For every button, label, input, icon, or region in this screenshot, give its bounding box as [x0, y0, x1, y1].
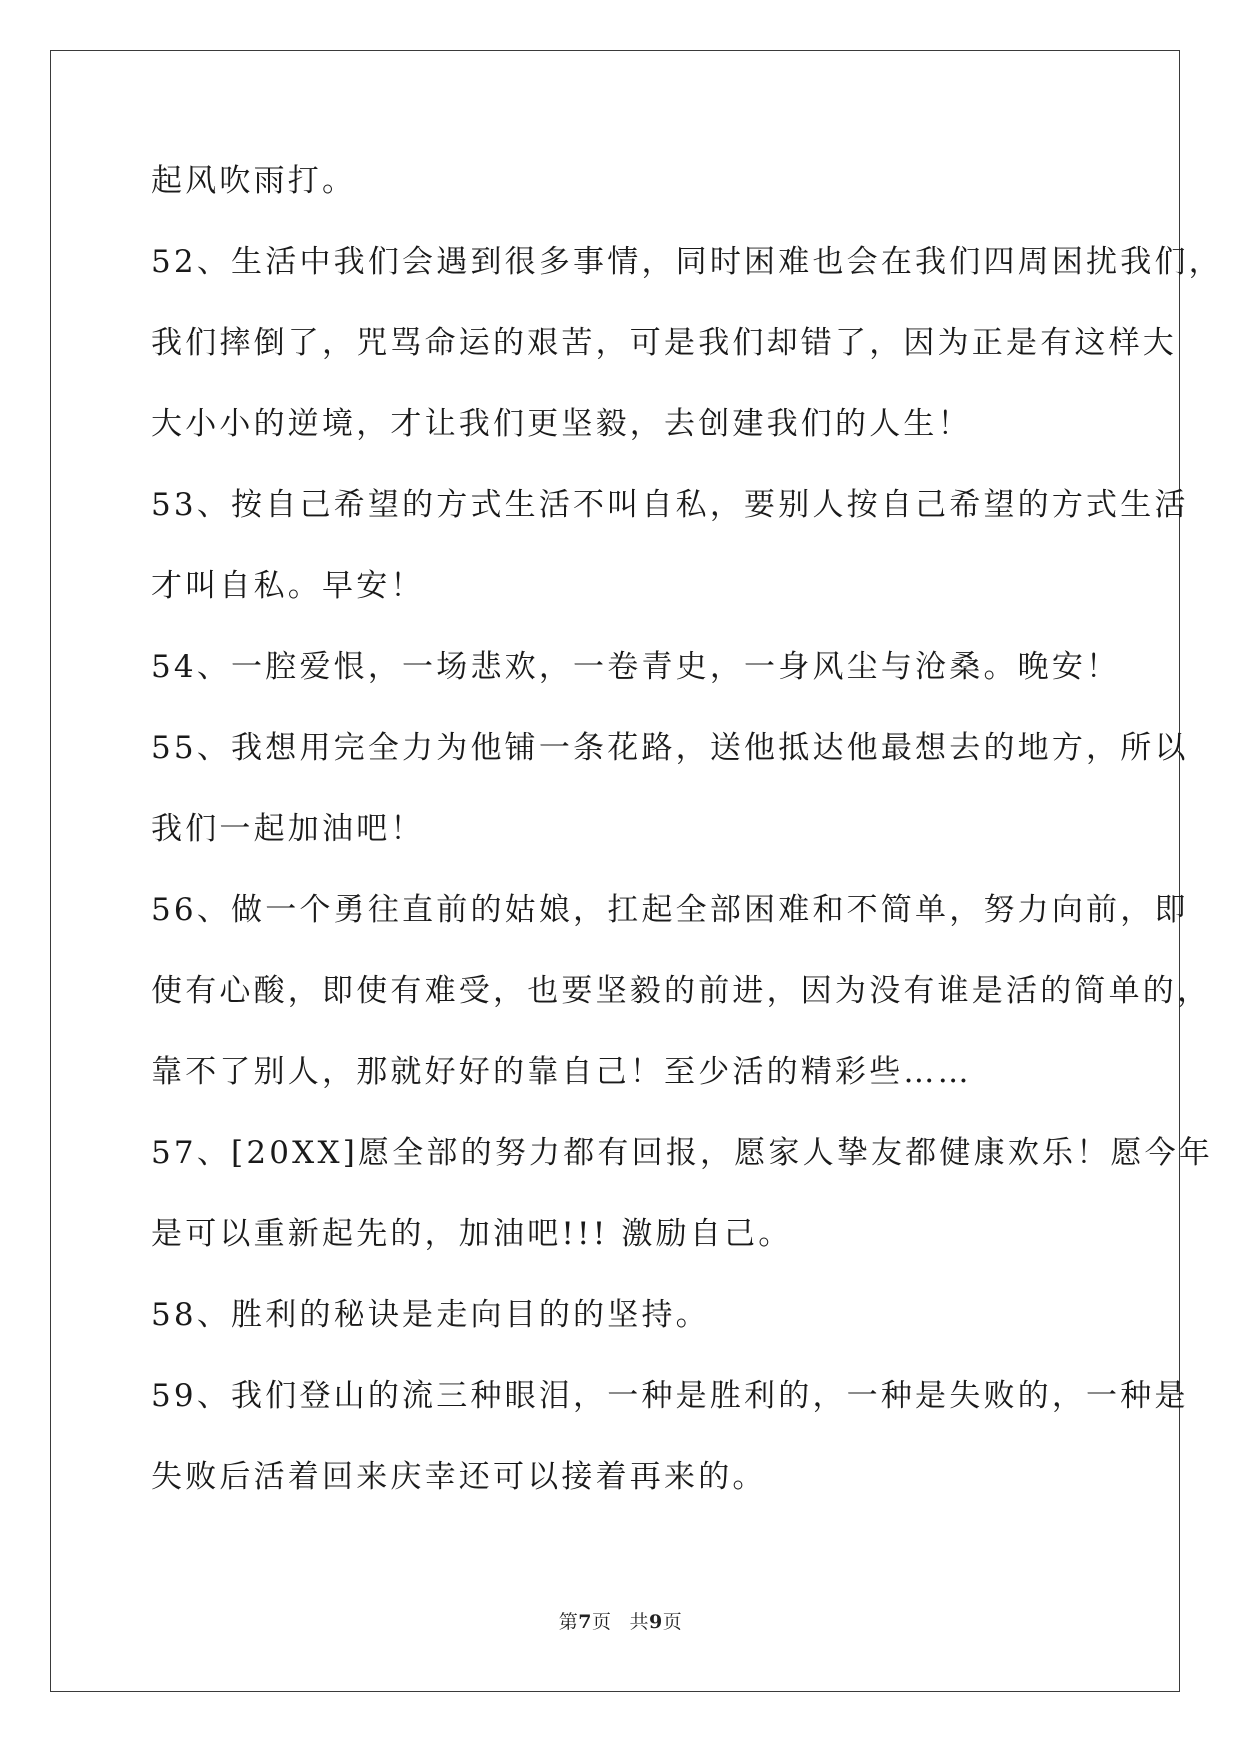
page-suffix: 页 — [591, 1611, 612, 1633]
text-line: 58、胜利的秘诀是走向目的的坚持。 — [151, 1297, 710, 1333]
text-line: 使有心酸，即使有难受，也要坚毅的前进，因为没有谁是活的简单的， — [151, 973, 1212, 1009]
text-line: 靠不了别人，那就好好的靠自己！至少活的精彩些…… — [151, 1054, 972, 1090]
page-footer — [0, 1607, 1241, 1634]
text-line: 53、按自己希望的方式生活不叫自私，要别人按自己希望的方式生活 — [151, 487, 1189, 523]
text-line: 失败后活着回来庆幸还可以接着再来的。 — [151, 1459, 767, 1495]
text-line: 大小小的逆境，才让我们更坚毅，去创建我们的人生！ — [151, 406, 972, 442]
text-line: 我们摔倒了，咒骂命运的艰苦，可是我们却错了，因为正是有这样大 — [151, 325, 1177, 361]
text-line: 55、我想用完全力为他铺一条花路，送他抵达他最想去的地方，所以 — [151, 730, 1189, 766]
total-prefix: 共 — [629, 1611, 650, 1633]
text-line: 是可以重新起先的，加油吧!!! 激励自己。 — [151, 1216, 793, 1252]
text-line: 52、生活中我们会遇到很多事情，同时困难也会在我们四周困扰我们， — [151, 244, 1223, 280]
text-line: 56、做一个勇往直前的姑娘，扛起全部困难和不简单，努力向前，即 — [151, 892, 1189, 928]
text-line: 我们一起加油吧！ — [151, 811, 425, 847]
current-page-number: 7 — [578, 1611, 592, 1633]
document-body — [151, 160, 1223, 1537]
text-line: 起风吹雨打。 — [151, 163, 357, 199]
page-prefix: 第 — [558, 1611, 579, 1633]
text-line: 57、[20XX]愿全部的努力都有回报，愿家人挚友都健康欢乐！愿今年 — [151, 1135, 1214, 1171]
total-suffix: 页 — [662, 1611, 683, 1633]
text-line: 54、一腔爱恨，一场悲欢，一卷青史，一身风尘与沧桑。晚安！ — [151, 649, 1121, 685]
total-pages-number: 9 — [649, 1611, 663, 1633]
text-line: 59、我们登山的流三种眼泪，一种是胜利的，一种是失败的，一种是 — [151, 1378, 1189, 1414]
text-line: 才叫自私。早安！ — [151, 568, 425, 604]
